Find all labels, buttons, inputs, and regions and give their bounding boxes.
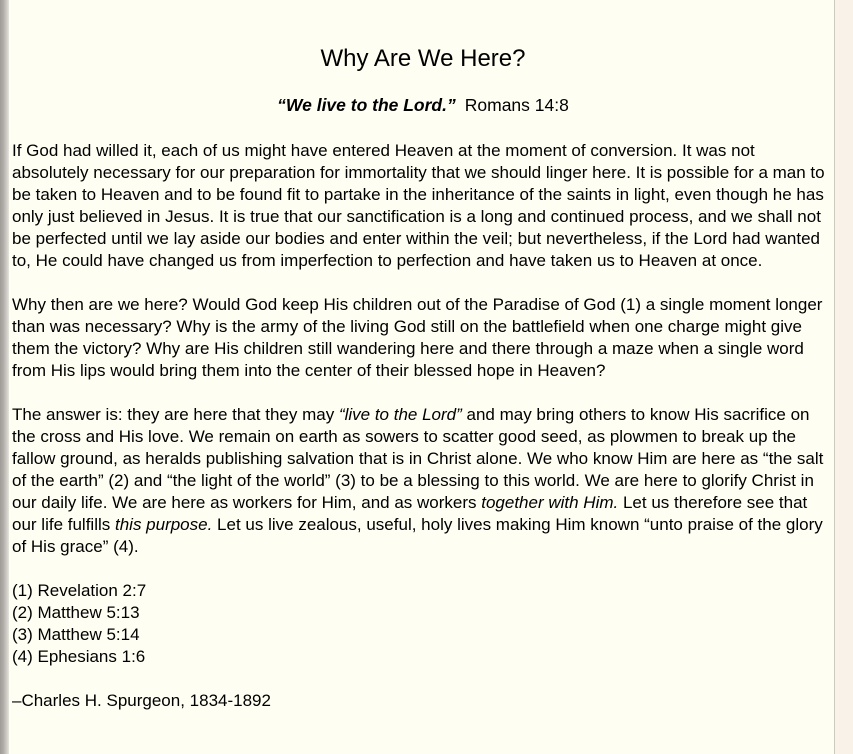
emphasized-text: “live to the Lord”	[338, 405, 462, 424]
scripture-subtitle	[12, 96, 834, 114]
body-text: Why then are we here? Would God keep His children out of the Paradise of God (1) a single moment longer than was necessary? Why is the army of the living God still on the battlefield when one charge might give them the victory? Why are His children still wandering here and there through a maze when a single word from His lips would bring them into the center of their blessed hope in Heaven?	[12, 295, 823, 380]
window-left-edge	[0, 0, 9, 754]
scripture-quote: “We live to the Lord.”	[277, 95, 456, 115]
body-text: Let us live zealous, useful, holy lives making Him known “unto praise of the glory of His grace” (4).	[12, 515, 823, 556]
attribution: –Charles H. Spurgeon, 1834-1892	[12, 691, 271, 710]
footnote: (2) Matthew 5:13	[12, 603, 140, 622]
document-content	[9, 0, 834, 712]
body-text: and may bring others to know His sacrifice on the cross and His love. We remain on earth as sowers to scatter good seed, as plowmen to break up the fallow ground, as heralds publishing salvation that is in Christ alone. We who know Him are here as “the salt of the earth” (2) and “the light of the world” (3) to be a blessing to this world. We are here to glorify Christ in our daily life. We are here as workers for Him, and as workers	[12, 405, 824, 512]
paragraph	[12, 404, 834, 558]
body-text: Let us therefore see that our life fulfills	[12, 493, 808, 534]
right-gutter	[834, 0, 853, 754]
scripture-reference: Romans 14:8	[464, 95, 569, 115]
footnote: (3) Matthew 5:14	[12, 625, 140, 644]
body-text: If God had willed it, each of us might have entered Heaven at the moment of conversion. It was not absolutely necessary for our preparation for immortality that we should linger here. It is possible for a man to be taken to Heaven and to be found fit to partake in the inheritance of the saints in light, even though he has only just believed in Jesus. It is true that our sanctification is a long and continued process, and we shall not be perfected until we lay aside our bodies and enter within the veil; but nevertheless, if the Lord had wanted to, He could have changed us from imperfection to perfection and have taken us to Heaven at once.	[12, 141, 825, 270]
body-text: The answer is: they are here that they may	[12, 405, 339, 424]
footnote: (1) Revelation 2:7	[12, 581, 147, 600]
body-paragraphs	[12, 140, 834, 558]
paragraph	[12, 294, 834, 382]
paragraph	[12, 140, 834, 272]
emphasized-text: together with Him.	[481, 493, 619, 512]
footnotes	[12, 580, 834, 668]
page-title: Why Are We Here?	[320, 45, 526, 72]
footnote: (4) Ephesians 1:6	[12, 647, 146, 666]
emphasized-text: this purpose.	[114, 515, 213, 534]
